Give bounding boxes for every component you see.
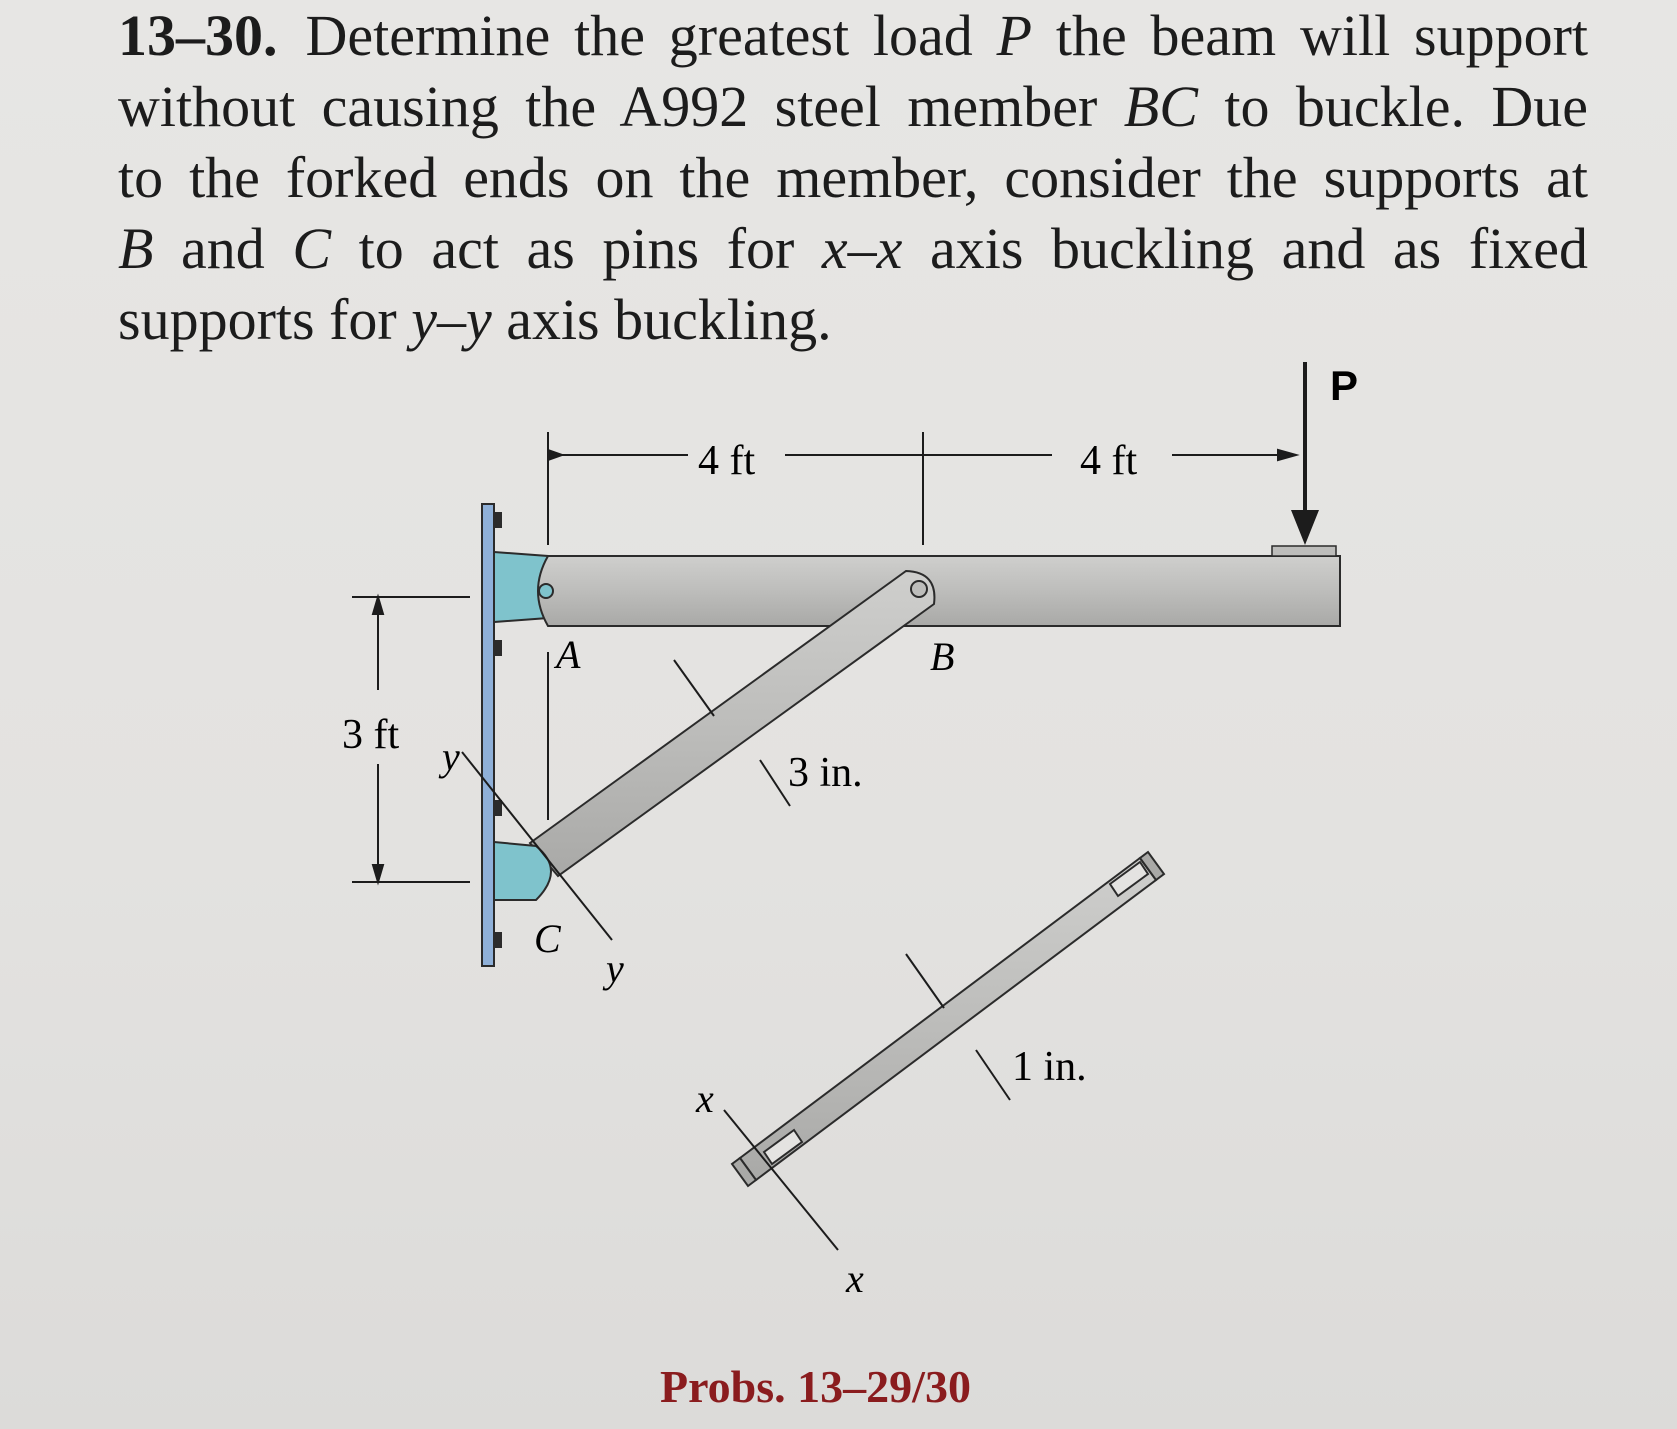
axis-y-top: y [442, 734, 460, 779]
load-arrow [1291, 362, 1319, 545]
problem-number: 13–30. [118, 3, 278, 68]
label-A: A [556, 632, 581, 677]
axis-x-top: x [696, 1076, 714, 1121]
figure-caption: Probs. 13–29/30 [660, 1361, 971, 1412]
label-B: B [930, 634, 955, 679]
axis-x-bottom: x [846, 1256, 864, 1301]
problem-line-2: without causing the A992 steel member BC to buckle. Due [118, 74, 1589, 139]
dim-top-right: 4 ft [1080, 438, 1138, 484]
dim-top-left: 4 ft [698, 438, 756, 484]
problem-line-3: to the forked ends on the member, consider the supports at [118, 145, 1588, 210]
label-C: C [534, 916, 561, 961]
detail-member [732, 852, 1164, 1186]
dim-height: 3 ft [342, 712, 400, 758]
load-label: P [1330, 362, 1359, 409]
problem-line-4: B and C to act as pins for x–x axis buckling and as fixed [118, 216, 1588, 281]
beam [538, 546, 1340, 626]
axis-y-bottom: y [606, 946, 624, 991]
dim-member-thickness: 1 in. [1012, 1044, 1087, 1090]
dim-member-depth: 3 in. [788, 750, 863, 796]
support-C [494, 842, 551, 900]
problem-line-1: 13–30. Determine the greatest load P the beam will support [118, 3, 1588, 68]
top-dimension [548, 432, 1296, 545]
problem-line-5: supports for y–y axis buckling. [118, 287, 832, 352]
